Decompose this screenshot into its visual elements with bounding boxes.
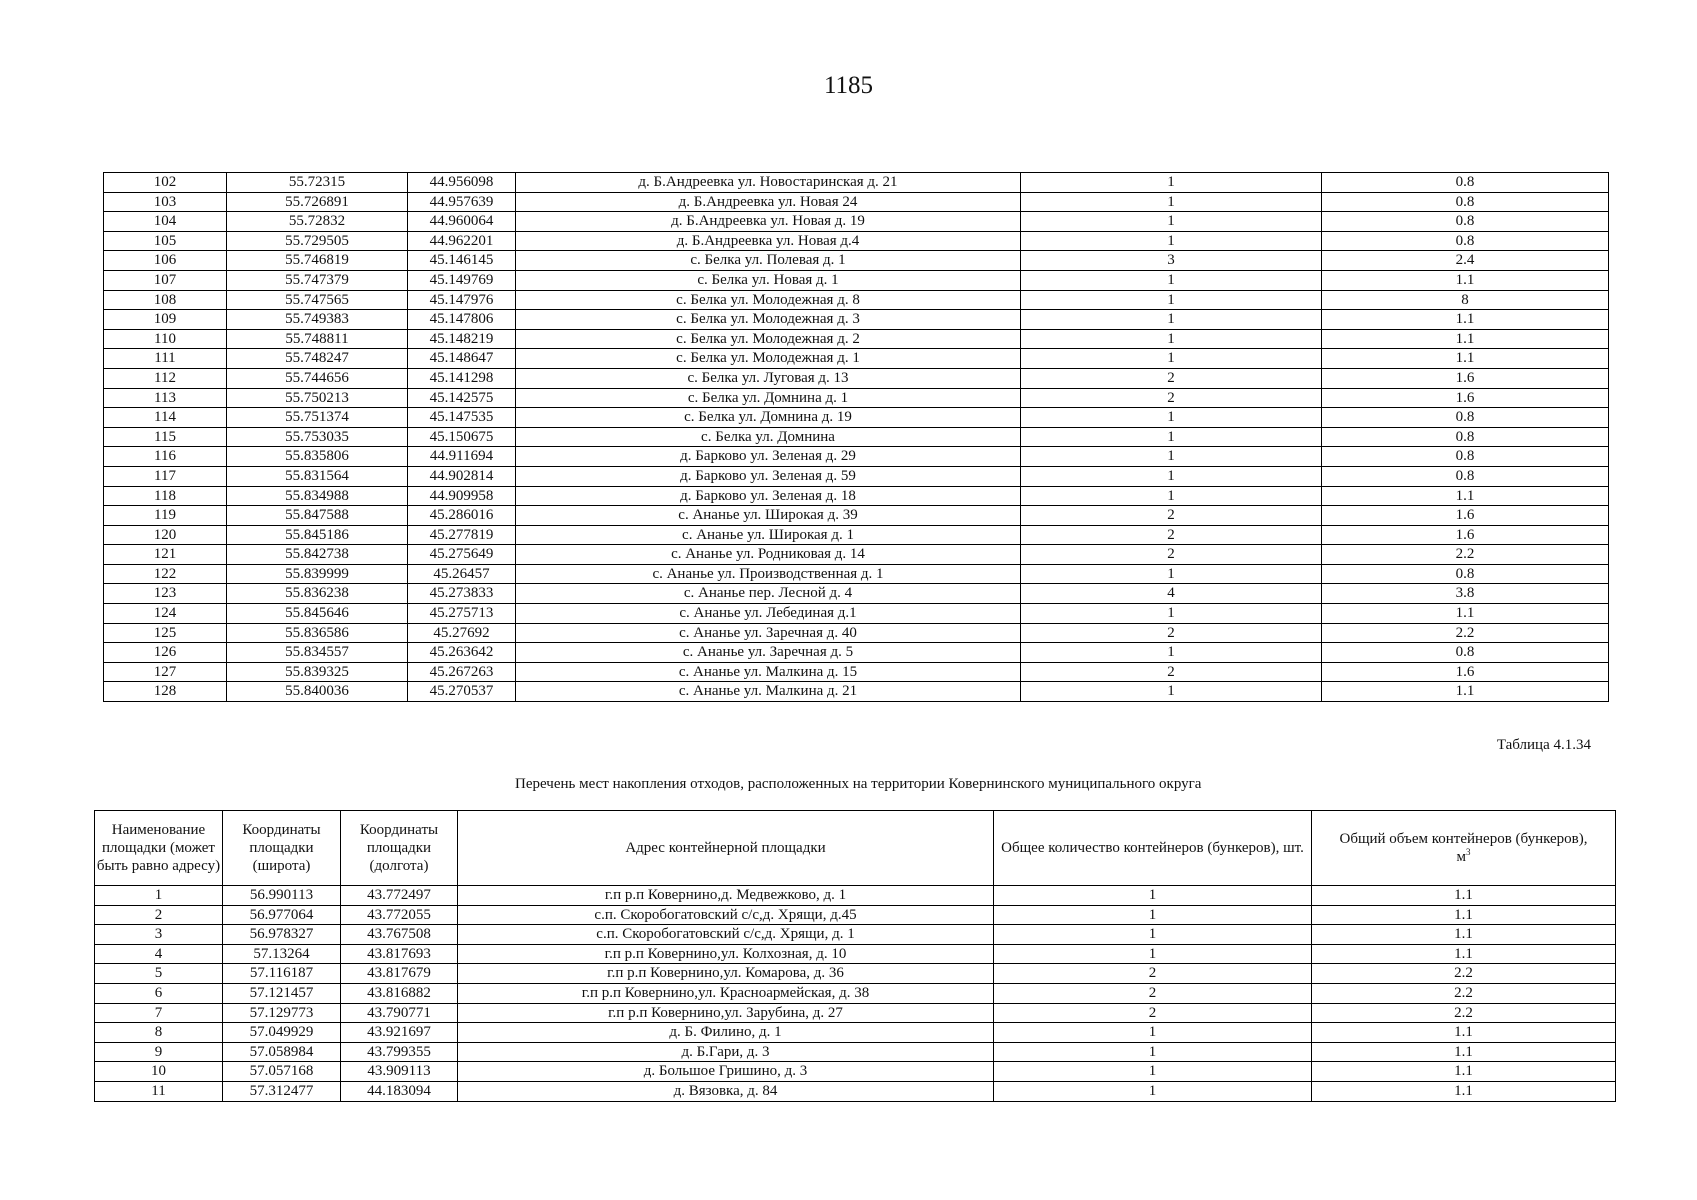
site-number-cell: 117 [104,466,227,486]
address-cell: с. Белка ул. Домнина д. 19 [516,408,1021,428]
site-number-cell: 118 [104,486,227,506]
address-cell: с. Ананье ул. Широкая д. 1 [516,525,1021,545]
latitude-cell: 57.058984 [223,1042,341,1062]
container-volume-cell: 2.2 [1322,545,1609,565]
table-row [95,905,1616,925]
site-number-cell: 103 [104,192,227,212]
latitude-cell: 55.748247 [227,349,408,369]
table-row [104,662,1609,682]
site-number-cell: 9 [95,1042,223,1062]
site-number-cell: 113 [104,388,227,408]
longitude-cell: 43.909113 [341,1062,458,1082]
longitude-cell: 45.267263 [408,662,516,682]
container-volume-cell: 1.1 [1312,905,1616,925]
latitude-cell: 55.726891 [227,192,408,212]
latitude-cell: 55.847588 [227,506,408,526]
container-volume-cell: 0.8 [1322,173,1609,193]
header-latitude: Координаты площадки (широта) [223,811,341,886]
table-row [95,1062,1616,1082]
address-cell: с. Ананье ул. Заречная д. 40 [516,623,1021,643]
container-count-cell: 1 [1021,329,1322,349]
container-count-cell: 2 [1021,368,1322,388]
site-number-cell: 2 [95,905,223,925]
address-cell: г.п р.п Ковернино,ул. Комарова, д. 36 [458,964,994,984]
container-volume-cell: 0.8 [1322,447,1609,467]
table-row [95,944,1616,964]
address-cell: д. Барково ул. Зеленая д. 18 [516,486,1021,506]
longitude-cell: 44.183094 [341,1081,458,1101]
address-cell: с. Ананье ул. Лебединая д.1 [516,604,1021,624]
site-number-cell: 114 [104,408,227,428]
table-row [104,447,1609,467]
longitude-cell: 45.277819 [408,525,516,545]
site-number-cell: 120 [104,525,227,545]
table-row [104,173,1609,193]
latitude-cell: 55.839325 [227,662,408,682]
container-volume-cell: 1.1 [1322,486,1609,506]
container-volume-cell: 1.1 [1312,1023,1616,1043]
site-number-cell: 8 [95,1023,223,1043]
address-cell: г.п р.п Ковернино,ул. Красноармейская, д. 38 [458,983,994,1003]
site-number-cell: 4 [95,944,223,964]
address-cell: с.п. Скоробогатовский с/с,д. Хрящи, д.45 [458,905,994,925]
site-number-cell: 116 [104,447,227,467]
latitude-cell: 55.845186 [227,525,408,545]
container-count-cell: 1 [1021,173,1322,193]
container-count-cell: 2 [1021,525,1322,545]
container-count-cell: 1 [1021,682,1322,702]
longitude-cell: 43.767508 [341,925,458,945]
address-cell: д. Барково ул. Зеленая д. 59 [516,466,1021,486]
latitude-cell: 55.839999 [227,564,408,584]
container-count-cell: 1 [1021,408,1322,428]
site-number-cell: 127 [104,662,227,682]
address-cell: г.п р.п Ковернино,ул. Колхозная, д. 10 [458,944,994,964]
container-count-cell: 1 [994,944,1312,964]
longitude-cell: 45.148219 [408,329,516,349]
latitude-cell: 55.842738 [227,545,408,565]
table-row [104,584,1609,604]
container-volume-cell: 1.6 [1322,368,1609,388]
container-count-cell: 1 [1021,270,1322,290]
address-cell: с. Белка ул. Новая д. 1 [516,270,1021,290]
table-row [104,506,1609,526]
table-row [104,682,1609,702]
longitude-cell: 45.275713 [408,604,516,624]
latitude-cell: 57.13264 [223,944,341,964]
site-number-cell: 6 [95,983,223,1003]
address-cell: д. Большое Гришино, д. 3 [458,1062,994,1082]
latitude-cell: 55.834988 [227,486,408,506]
container-count-cell: 2 [1021,506,1322,526]
longitude-cell: 43.817693 [341,944,458,964]
container-volume-cell: 1.1 [1322,329,1609,349]
container-volume-cell: 0.8 [1322,212,1609,232]
address-cell: г.п р.п Ковернино,д. Медвежково, д. 1 [458,886,994,906]
container-volume-cell: 0.8 [1322,427,1609,447]
table-row [104,623,1609,643]
container-count-cell: 2 [1021,662,1322,682]
site-number-cell: 108 [104,290,227,310]
container-volume-cell: 1.6 [1322,662,1609,682]
latitude-cell: 55.72315 [227,173,408,193]
table-row [104,212,1609,232]
container-count-cell: 1 [994,1081,1312,1101]
latitude-cell: 57.049929 [223,1023,341,1043]
container-volume-cell: 1.1 [1312,1042,1616,1062]
container-volume-cell: 1.1 [1312,1081,1616,1101]
address-cell: с. Белка ул. Полевая д. 1 [516,251,1021,271]
latitude-cell: 55.750213 [227,388,408,408]
latitude-cell: 55.729505 [227,231,408,251]
latitude-cell: 57.129773 [223,1003,341,1023]
site-number-cell: 126 [104,643,227,663]
table-row [95,964,1616,984]
latitude-cell: 55.836238 [227,584,408,604]
site-number-cell: 121 [104,545,227,565]
table-row [95,886,1616,906]
site-number-cell: 125 [104,623,227,643]
longitude-cell: 45.27692 [408,623,516,643]
longitude-cell: 45.141298 [408,368,516,388]
latitude-cell: 55.744656 [227,368,408,388]
latitude-cell: 55.747565 [227,290,408,310]
table2-body [95,886,1616,1102]
table-row [104,604,1609,624]
container-count-cell: 1 [1021,192,1322,212]
latitude-cell: 55.831564 [227,466,408,486]
address-cell: д. Б.Андреевка ул. Новая 24 [516,192,1021,212]
container-volume-cell: 1.1 [1322,270,1609,290]
container-volume-cell: 1.6 [1322,525,1609,545]
address-cell: с. Белка ул. Домнина д. 1 [516,388,1021,408]
address-cell: с. Ананье ул. Производственная д. 1 [516,564,1021,584]
header-site-name: Наименование площадки (может быть равно адресу) [95,811,223,886]
container-volume-cell: 1.6 [1322,388,1609,408]
container-count-cell: 1 [1021,427,1322,447]
kovernino-waste-sites-table [94,810,1616,1102]
address-cell: д. Б.Андреевка ул. Новостаринская д. 21 [516,173,1021,193]
container-volume-cell: 2.2 [1312,964,1616,984]
table-number: Таблица 4.1.34 [1496,737,1591,753]
site-number-cell: 119 [104,506,227,526]
container-count-cell: 1 [994,886,1312,906]
latitude-cell: 56.990113 [223,886,341,906]
site-number-cell: 123 [104,584,227,604]
container-count-cell: 1 [1021,466,1322,486]
longitude-cell: 45.147976 [408,290,516,310]
latitude-cell: 56.977064 [223,905,341,925]
container-count-cell: 1 [1021,604,1322,624]
container-count-cell: 1 [994,925,1312,945]
container-volume-cell: 1.1 [1312,925,1616,945]
longitude-cell: 44.909958 [408,486,516,506]
address-cell: д. Вязовка, д. 84 [458,1081,994,1101]
table-row [104,231,1609,251]
container-volume-cell: 2.4 [1322,251,1609,271]
address-cell: с. Ананье ул. Родниковая д. 14 [516,545,1021,565]
container-count-cell: 2 [1021,545,1322,565]
header-longitude: Координаты площадки (долгота) [341,811,458,886]
latitude-cell: 56.978327 [223,925,341,945]
longitude-cell: 43.816882 [341,983,458,1003]
table-row [104,192,1609,212]
container-count-cell: 1 [1021,486,1322,506]
site-number-cell: 102 [104,173,227,193]
site-number-cell: 1 [95,886,223,906]
site-number-cell: 122 [104,564,227,584]
table-row [104,388,1609,408]
container-count-cell: 1 [1021,564,1322,584]
table-row [104,368,1609,388]
container-count-cell: 3 [1021,251,1322,271]
container-volume-cell: 2.2 [1312,983,1616,1003]
site-number-cell: 128 [104,682,227,702]
latitude-cell: 55.845646 [227,604,408,624]
container-count-cell: 1 [994,905,1312,925]
latitude-cell: 57.116187 [223,964,341,984]
container-volume-cell: 0.8 [1322,192,1609,212]
table-row [104,310,1609,330]
longitude-cell: 45.150675 [408,427,516,447]
latitude-cell: 55.747379 [227,270,408,290]
longitude-cell: 43.799355 [341,1042,458,1062]
latitude-cell: 55.749383 [227,310,408,330]
container-count-cell: 1 [994,1062,1312,1082]
address-cell: с.п. Скоробогатовский с/с,д. Хрящи, д. 1 [458,925,994,945]
address-cell: с. Ананье пер. Лесной д. 4 [516,584,1021,604]
table-row [104,349,1609,369]
container-volume-cell: 0.8 [1322,466,1609,486]
longitude-cell: 45.147806 [408,310,516,330]
latitude-cell: 55.840036 [227,682,408,702]
latitude-cell: 55.746819 [227,251,408,271]
longitude-cell: 44.956098 [408,173,516,193]
longitude-cell: 45.270537 [408,682,516,702]
address-cell: с. Белка ул. Домнина [516,427,1021,447]
container-volume-cell: 2.2 [1322,623,1609,643]
table-row [104,525,1609,545]
container-volume-cell: 1.1 [1312,1062,1616,1082]
table-caption: Перечень мест накопления отходов, расположенных на территории Ковернинского муниципального округа [515,776,1202,792]
header-volume-unit: м [1456,849,1466,865]
container-count-cell: 1 [1021,290,1322,310]
latitude-cell: 55.835806 [227,447,408,467]
address-cell: с. Белка ул. Молодежная д. 3 [516,310,1021,330]
longitude-cell: 43.921697 [341,1023,458,1043]
longitude-cell: 44.962201 [408,231,516,251]
table2-header [95,811,1616,886]
container-volume-cell: 1.1 [1322,682,1609,702]
longitude-cell: 44.902814 [408,466,516,486]
container-count-cell: 1 [1021,447,1322,467]
container-volume-cell: 1.1 [1322,604,1609,624]
container-volume-cell: 1.1 [1312,886,1616,906]
latitude-cell: 57.057168 [223,1062,341,1082]
container-count-cell: 2 [1021,623,1322,643]
address-cell: с. Белка ул. Луговая д. 13 [516,368,1021,388]
latitude-cell: 57.121457 [223,983,341,1003]
address-cell: д. Барково ул. Зеленая д. 29 [516,447,1021,467]
address-cell: д. Б.Гари, д. 3 [458,1042,994,1062]
site-number-cell: 3 [95,925,223,945]
table-row [104,545,1609,565]
latitude-cell: 55.834557 [227,643,408,663]
table-row [104,486,1609,506]
address-cell: с. Ананье ул. Заречная д. 5 [516,643,1021,663]
header-container-volume [1312,811,1616,886]
header-volume-unit-exponent: 3 [1466,847,1471,857]
longitude-cell: 45.146145 [408,251,516,271]
header-volume-label: Общий объем контейнеров (бункеров), [1339,831,1588,847]
table-row [104,466,1609,486]
container-count-cell: 2 [1021,388,1322,408]
site-number-cell: 106 [104,251,227,271]
container-volume-cell: 0.8 [1322,231,1609,251]
container-count-cell: 1 [994,1042,1312,1062]
longitude-cell: 45.263642 [408,643,516,663]
table-row [104,564,1609,584]
longitude-cell: 44.960064 [408,212,516,232]
table-row [104,329,1609,349]
container-count-cell: 1 [1021,212,1322,232]
container-count-cell: 1 [994,1023,1312,1043]
longitude-cell: 43.817679 [341,964,458,984]
longitude-cell: 45.142575 [408,388,516,408]
container-volume-cell: 0.8 [1322,564,1609,584]
container-volume-cell: 1.6 [1322,506,1609,526]
longitude-cell: 45.273833 [408,584,516,604]
container-volume-cell: 1.1 [1322,310,1609,330]
container-volume-cell: 2.2 [1312,1003,1616,1023]
address-cell: д. Б.Андреевка ул. Новая д.4 [516,231,1021,251]
latitude-cell: 55.751374 [227,408,408,428]
table-row [95,983,1616,1003]
table-row [95,1023,1616,1043]
longitude-cell: 44.957639 [408,192,516,212]
site-number-cell: 10 [95,1062,223,1082]
container-count-cell: 2 [994,983,1312,1003]
table-row [104,290,1609,310]
container-volume-cell: 0.8 [1322,408,1609,428]
address-cell: с. Белка ул. Молодежная д. 2 [516,329,1021,349]
container-count-cell: 1 [1021,310,1322,330]
container-volume-cell: 1.1 [1322,349,1609,369]
address-cell: с. Ананье ул. Малкина д. 15 [516,662,1021,682]
longitude-cell: 45.148647 [408,349,516,369]
address-cell: г.п р.п Ковернино,ул. Зарубина, д. 27 [458,1003,994,1023]
longitude-cell: 43.790771 [341,1003,458,1023]
address-cell: с. Белка ул. Молодежная д. 8 [516,290,1021,310]
container-count-cell: 1 [1021,643,1322,663]
site-number-cell: 110 [104,329,227,349]
table1-body [104,173,1609,702]
address-cell: с. Ананье ул. Широкая д. 39 [516,506,1021,526]
longitude-cell: 45.286016 [408,506,516,526]
latitude-cell: 55.748811 [227,329,408,349]
address-cell: с. Белка ул. Молодежная д. 1 [516,349,1021,369]
longitude-cell: 45.275649 [408,545,516,565]
table-row [104,408,1609,428]
site-number-cell: 112 [104,368,227,388]
container-count-cell: 4 [1021,584,1322,604]
longitude-cell: 45.147535 [408,408,516,428]
container-count-cell: 1 [1021,231,1322,251]
site-number-cell: 109 [104,310,227,330]
site-number-cell: 107 [104,270,227,290]
waste-sites-table-continued [103,172,1609,702]
site-number-cell: 104 [104,212,227,232]
container-count-cell: 2 [994,964,1312,984]
site-number-cell: 11 [95,1081,223,1101]
table-row [95,1003,1616,1023]
container-count-cell: 2 [994,1003,1312,1023]
address-cell: д. Б.Андреевка ул. Новая д. 19 [516,212,1021,232]
site-number-cell: 7 [95,1003,223,1023]
longitude-cell: 44.911694 [408,447,516,467]
table-row [104,270,1609,290]
container-volume-cell: 1.1 [1312,944,1616,964]
container-volume-cell: 3.8 [1322,584,1609,604]
table-row [104,251,1609,271]
longitude-cell: 45.26457 [408,564,516,584]
site-number-cell: 5 [95,964,223,984]
address-cell: д. Б. Филино, д. 1 [458,1023,994,1043]
site-number-cell: 124 [104,604,227,624]
latitude-cell: 55.72832 [227,212,408,232]
site-number-cell: 111 [104,349,227,369]
page-number: 1185 [823,72,874,99]
table-row [95,1081,1616,1101]
table-row [95,925,1616,945]
header-address: Адрес контейнерной площадки [458,811,994,886]
latitude-cell: 55.836586 [227,623,408,643]
address-cell: с. Ананье ул. Малкина д. 21 [516,682,1021,702]
site-number-cell: 115 [104,427,227,447]
longitude-cell: 45.149769 [408,270,516,290]
site-number-cell: 105 [104,231,227,251]
table-row [104,643,1609,663]
container-volume-cell: 0.8 [1322,643,1609,663]
container-count-cell: 1 [1021,349,1322,369]
longitude-cell: 43.772497 [341,886,458,906]
latitude-cell: 57.312477 [223,1081,341,1101]
table-row [95,1042,1616,1062]
latitude-cell: 55.753035 [227,427,408,447]
header-container-count: Общее количество контейнеров (бункеров), шт. [994,811,1312,886]
table-row [104,427,1609,447]
longitude-cell: 43.772055 [341,905,458,925]
container-volume-cell: 8 [1322,290,1609,310]
